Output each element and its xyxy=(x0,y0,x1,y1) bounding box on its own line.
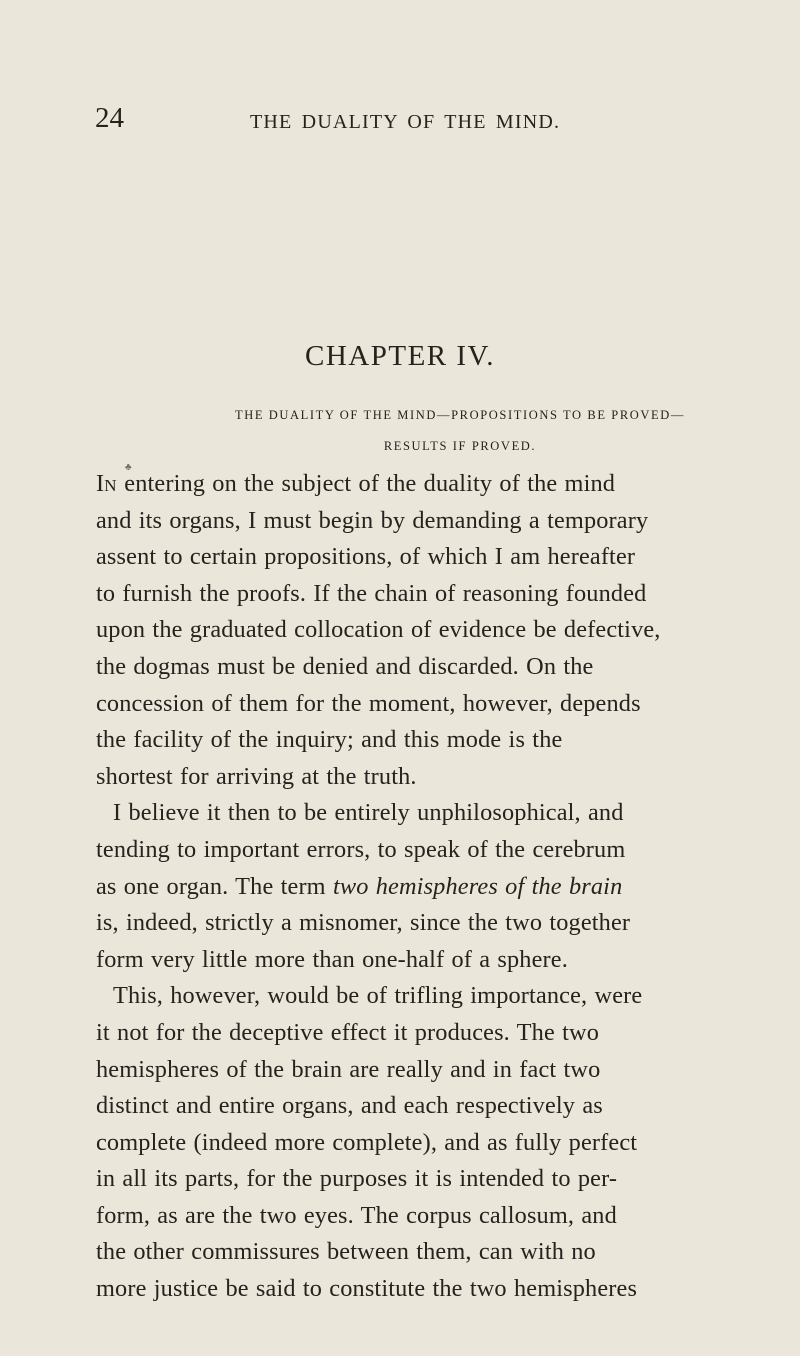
chapter-synopsis xyxy=(150,400,770,462)
synopsis-line: RESULTS IF PROVED. xyxy=(383,439,537,453)
print-blemish-mark: ♣ xyxy=(125,462,132,473)
text-line: hemispheres of the brain are really and in fact two xyxy=(96,1055,601,1083)
text-line: tending to important errors, to speak of the cerebrum xyxy=(96,835,626,863)
text-line: I believe it then to be entirely unphilosophical, and xyxy=(113,799,624,827)
drop-initial: I xyxy=(96,470,105,497)
text-line: complete (indeed more complete), and as fully perfect xyxy=(96,1128,638,1156)
text-line-content: entering on the subject of the duality of the mind xyxy=(117,470,616,497)
text-line: to furnish the proofs. If the chain of reasoning founded xyxy=(96,579,647,607)
text-line: is, indeed, strictly a misnomer, since the two together xyxy=(96,909,631,937)
text-line: and its organs, I must begin by demanding a temporary xyxy=(96,506,649,534)
text-line: in all its parts, for the purposes it is intended to per- xyxy=(96,1165,618,1193)
text-line: the facility of the inquiry; and this mode is the xyxy=(96,726,563,754)
text-line xyxy=(96,869,786,906)
text-line-content: as one organ. The term xyxy=(96,872,333,900)
text-line: concession of them for the moment, however, depends xyxy=(96,689,641,717)
text-line: the dogmas must be denied and discarded. On the xyxy=(96,652,594,680)
text-line: form very little more than one-half of a sphere. xyxy=(96,945,568,973)
page-number: 24 xyxy=(95,102,124,134)
synopsis-line: THE DUALITY OF THE MIND—PROPOSITIONS TO BE PROVED— xyxy=(234,408,686,422)
text-line: upon the graduated collocation of evidence be defective, xyxy=(96,616,661,644)
text-line: form, as are the two eyes. The corpus callosum, and xyxy=(96,1201,617,1229)
small-caps-letter: N xyxy=(104,476,118,495)
body-text xyxy=(96,466,786,1308)
chapter-title: CHAPTER IV. xyxy=(305,340,495,372)
running-head: THE DUALITY OF THE MIND. xyxy=(250,111,561,133)
text-line: shortest for arriving at the truth. xyxy=(96,762,417,790)
text-line: This, however, would be of trifling importance, were xyxy=(113,982,643,1010)
italic-phrase: two hemispheres of the brain xyxy=(332,872,623,900)
text-line: the other commissures between them, can with no xyxy=(96,1238,596,1266)
text-line: assent to certain propositions, of which I am hereafter xyxy=(96,543,636,571)
text-line xyxy=(96,466,786,503)
text-line: more justice be said to constitute the two hemispheres xyxy=(96,1275,638,1303)
text-line: distinct and entire organs, and each respectively as xyxy=(96,1092,603,1120)
text-line: it not for the deceptive effect it produces. The two xyxy=(96,1018,600,1046)
